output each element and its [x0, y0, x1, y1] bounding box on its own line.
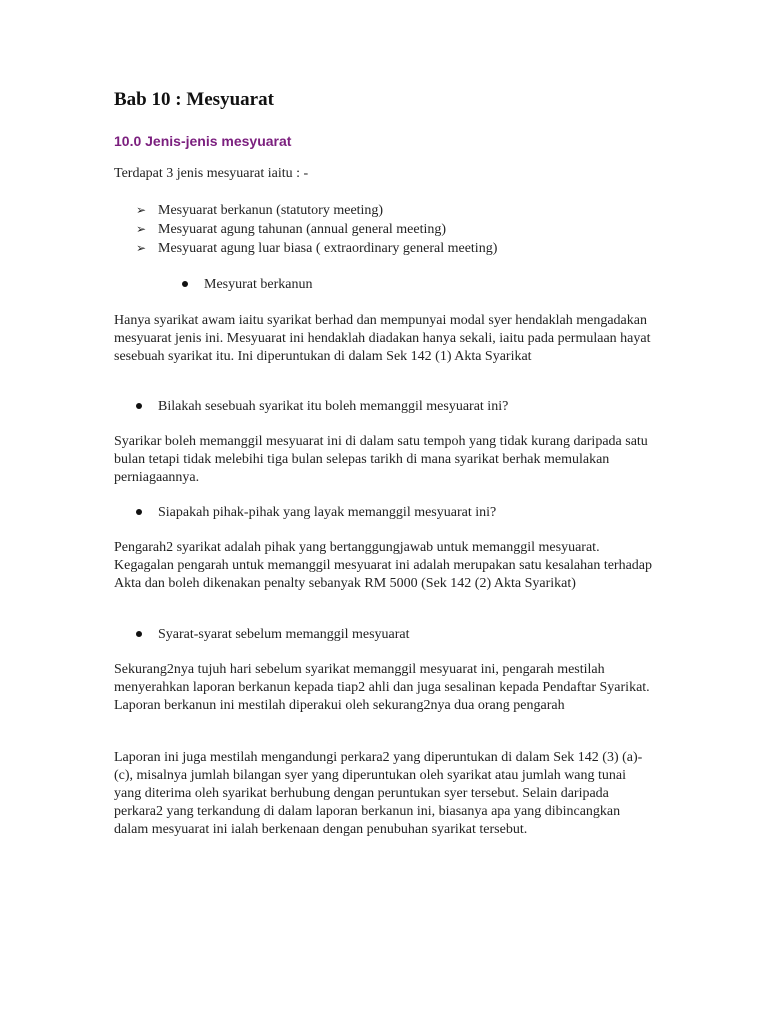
bullet-dot-icon [136, 403, 142, 409]
section-subtitle: 10.0 Jenis-jenis mesyuarat [114, 133, 292, 149]
chapter-title: Bab 10 : Mesyuarat [114, 89, 274, 110]
bullet-heading [136, 626, 410, 644]
body-paragraph: Syarikar boleh memanggil mesyuarat ini di dalam satu tempoh yang tidak kurang daripada satu bulan tetapi tidak melebihi tiga bulan selepas tarikh di mana syarikat berhak memulakan perniagaannya. [114, 434, 648, 485]
body-paragraph: Pengarah2 syarikat adalah pihak yang bertanggungjawab untuk memanggil mesyuarat. Kegagalan pengarah untuk memanggil mesyuarat ini adalah merupakan satu kesalahan terhadap Akta dan boleh dikenakan penalty sebanyak RM 5000 (Sek 142 (2) Akta Syarikat) [114, 540, 653, 591]
bullet-heading [136, 398, 508, 416]
list-item-text: Mesyuarat berkanun (statutory meeting) [158, 203, 384, 218]
bullet-dot-icon [136, 509, 142, 515]
bullet-dot-icon [136, 631, 142, 637]
arrow-bullet-icon: ➢ [136, 241, 147, 255]
meeting-types-list [136, 201, 497, 258]
bullet-dot-icon [182, 281, 188, 287]
arrow-bullet-icon: ➢ [136, 203, 147, 217]
list-item [136, 220, 497, 239]
list-item [136, 201, 497, 220]
bullet-heading-text: Siapakah pihak-pihak yang layak memanggil mesyuarat ini? [158, 505, 497, 520]
bullet-heading-text: Mesyurat berkanun [204, 277, 313, 292]
list-item-text: Mesyuarat agung luar biasa ( extraordinary general meeting) [158, 241, 498, 256]
bullet-heading [136, 504, 496, 522]
bullet-heading-text: Bilakah sesebuah syarikat itu boleh memanggil mesyuarat ini? [158, 399, 509, 414]
body-paragraph: Sekurang2nya tujuh hari sebelum syarikat memanggil mesyuarat ini, pengarah mestilah menyerahkan laporan berkanun kepada tiap2 ahli dan juga sesalinan kepada Pendaftar Syarikat. Laporan berkanun ini mestilah diperakui oleh sekurang2nya dua orang pengarah [114, 662, 650, 713]
bullet-heading [182, 276, 312, 294]
list-item [136, 239, 497, 258]
closing-paragraph: Laporan ini juga mestilah mengandungi perkara2 yang diperuntukan di dalam Sek 142 (3) (a)-(c), misalnya jumlah bilangan syer yang diperuntukan oleh syarikat atau jumlah wang tunai yang diterima oleh syarikat berhubung dengan peruntukan syer tersebut. Selain daripada perkara2 yang terkandung di dalam laporan berkanun ini, biasanya apa yang dibincangkan dalam mesyuarat ini ialah berkenaan dengan penubuhan syarikat tersebut. [114, 750, 643, 837]
bullet-heading-text: Syarat-syarat sebelum memanggil mesyuarat [158, 627, 410, 642]
body-paragraph: Hanya syarikat awam iaitu syarikat berhad dan mempunyai modal syer hendaklah mengadakan mesyuarat jenis ini. Mesyuarat ini hendaklah diadakan hanya sekali, iaitu pada permulaan hayat sesebuah syarikat itu. Ini diperuntukan di dalam Sek 142 (1) Akta Syarikat [114, 313, 651, 364]
intro-text: Terdapat 3 jenis mesyuarat iaitu : - [114, 166, 309, 181]
arrow-bullet-icon: ➢ [136, 222, 147, 236]
list-item-text: Mesyuarat agung tahunan (annual general meeting) [158, 222, 447, 237]
